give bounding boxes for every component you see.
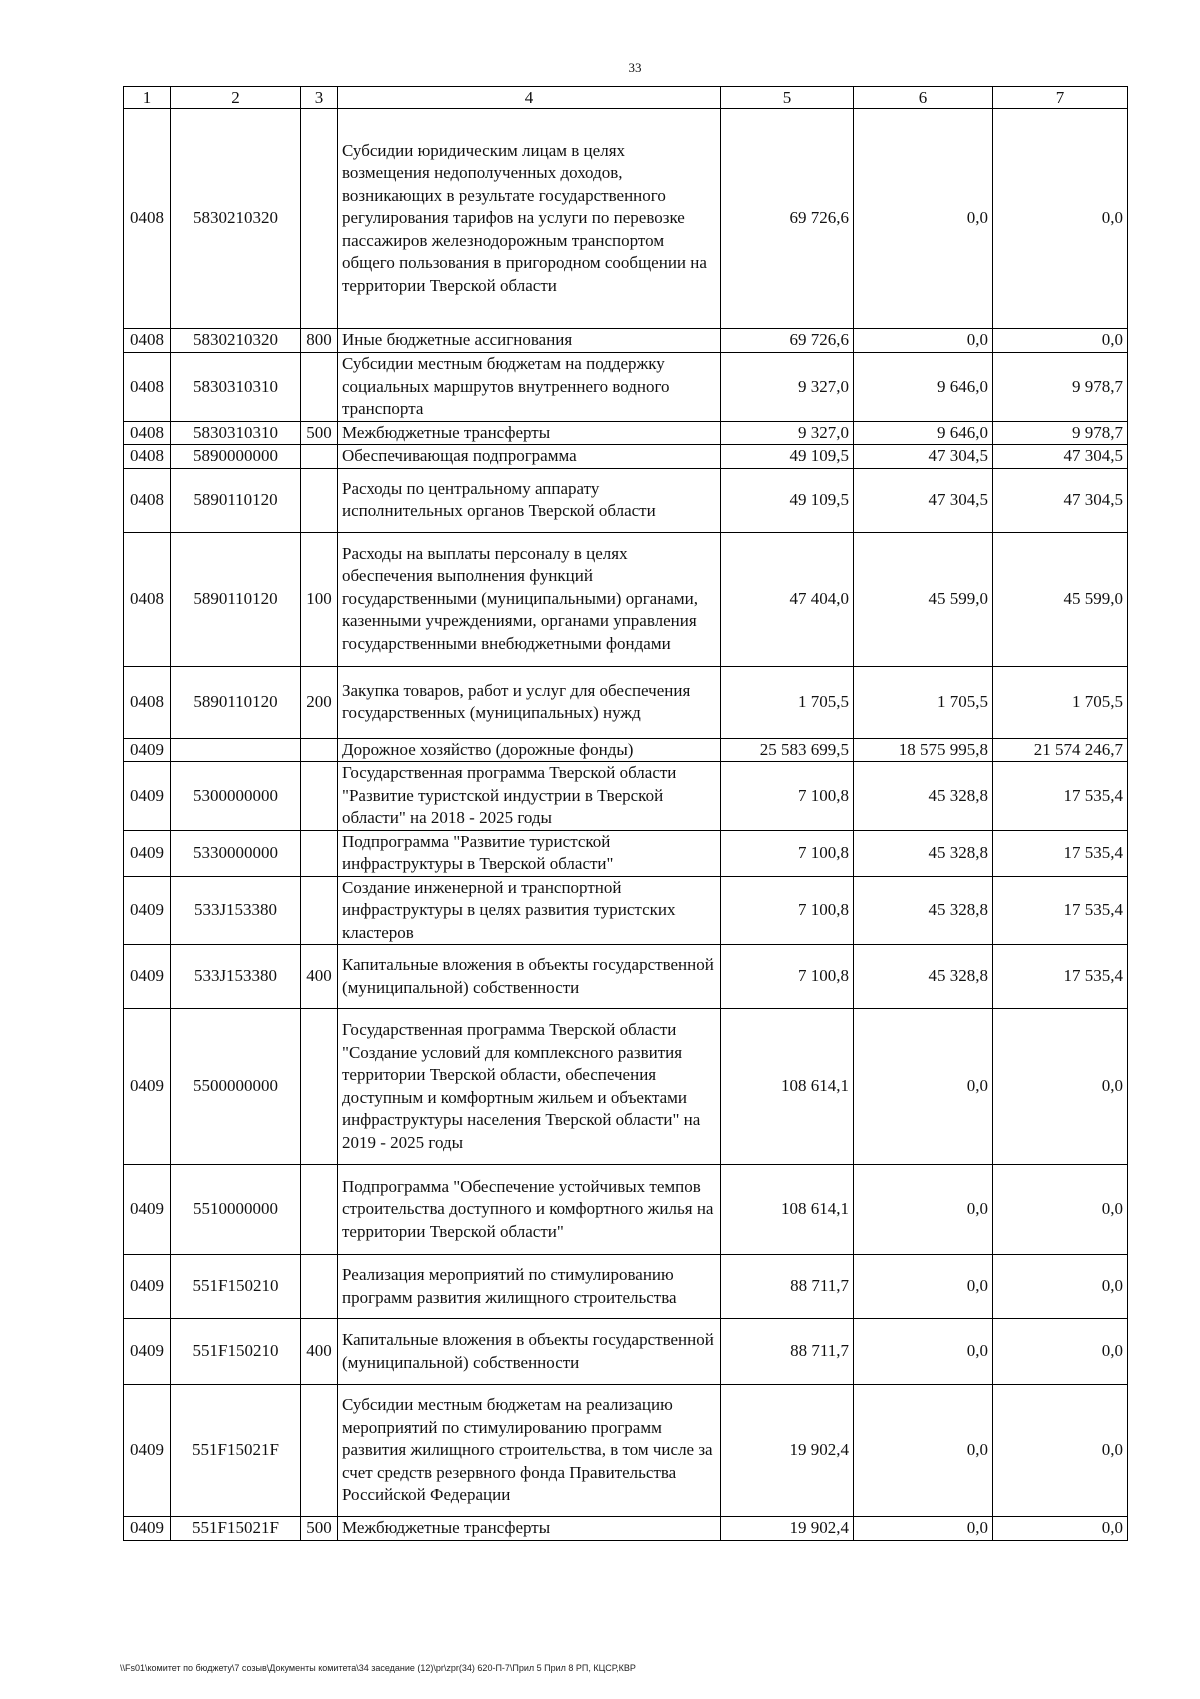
- item-name-cell: Подпрограмма "Развитие туристской инфраструктуры в Тверской области": [338, 830, 721, 876]
- amount-col6-cell: 9 646,0: [854, 421, 993, 445]
- amount-col6-cell: 45 328,8: [854, 876, 993, 945]
- column-header: 4: [338, 87, 721, 109]
- table-row: [124, 945, 1128, 1009]
- table-row: [124, 532, 1128, 666]
- amount-col7-cell: 17 535,4: [993, 762, 1128, 831]
- expense-type-cell: [301, 353, 338, 422]
- amount-col5-cell: 7 100,8: [721, 830, 854, 876]
- csr-code-cell: 5830310310: [171, 421, 301, 445]
- csr-code-cell: 5830310310: [171, 353, 301, 422]
- item-name-cell: Субсидии юридическим лицам в целях возмещения недополученных доходов, возникающих в результате государственного регулирования тарифов на услуги по перевозке пассажиров железнодорожным транспортом общего пользования в пригородном сообщении на территории Тверской области: [338, 109, 721, 329]
- table-row: [124, 666, 1128, 738]
- column-header: 5: [721, 87, 854, 109]
- amount-col7-cell: 0,0: [993, 109, 1128, 329]
- table-row: [124, 830, 1128, 876]
- table-row: [124, 1319, 1128, 1385]
- amount-col6-cell: 45 328,8: [854, 830, 993, 876]
- column-header: 1: [124, 87, 171, 109]
- amount-col7-cell: 47 304,5: [993, 445, 1128, 469]
- amount-col5-cell: 108 614,1: [721, 1009, 854, 1165]
- amount-col7-cell: 9 978,7: [993, 353, 1128, 422]
- item-name-cell: Расходы на выплаты персоналу в целях обеспечения выполнения функций государственными (муниципальными) органами, казенными учреждениями, органами управления государственными внебюджетными фондами: [338, 532, 721, 666]
- amount-col6-cell: 0,0: [854, 1517, 993, 1541]
- expense-type-cell: 500: [301, 1517, 338, 1541]
- amount-col6-cell: 0,0: [854, 109, 993, 329]
- amount-col5-cell: 7 100,8: [721, 876, 854, 945]
- section-code-cell: 0409: [124, 1255, 171, 1319]
- column-header: 7: [993, 87, 1128, 109]
- amount-col7-cell: 0,0: [993, 1165, 1128, 1255]
- expense-type-cell: [301, 1385, 338, 1517]
- column-header: 3: [301, 87, 338, 109]
- expense-type-cell: [301, 762, 338, 831]
- csr-code-cell: 5500000000: [171, 1009, 301, 1165]
- expense-type-cell: [301, 1255, 338, 1319]
- amount-col6-cell: 0,0: [854, 1009, 993, 1165]
- expense-type-cell: [301, 1009, 338, 1165]
- table-row: [124, 1009, 1128, 1165]
- csr-code-cell: 5890110120: [171, 468, 301, 532]
- amount-col5-cell: 1 705,5: [721, 666, 854, 738]
- section-code-cell: 0409: [124, 1009, 171, 1165]
- item-name-cell: Дорожное хозяйство (дорожные фонды): [338, 738, 721, 762]
- expense-type-cell: [301, 876, 338, 945]
- table-row: [124, 421, 1128, 445]
- amount-col6-cell: 9 646,0: [854, 353, 993, 422]
- expense-type-cell: 500: [301, 421, 338, 445]
- amount-col6-cell: 47 304,5: [854, 468, 993, 532]
- amount-col7-cell: 9 978,7: [993, 421, 1128, 445]
- item-name-cell: Государственная программа Тверской области "Развитие туристской индустрии в Тверской области" на 2018 - 2025 годы: [338, 762, 721, 831]
- amount-col5-cell: 25 583 699,5: [721, 738, 854, 762]
- section-code-cell: 0408: [124, 109, 171, 329]
- section-code-cell: 0408: [124, 666, 171, 738]
- table-row: [124, 445, 1128, 469]
- amount-col6-cell: 0,0: [854, 1165, 993, 1255]
- amount-col7-cell: 1 705,5: [993, 666, 1128, 738]
- section-code-cell: 0408: [124, 421, 171, 445]
- footer-file-path: \\Fs01\комитет по бюджету\7 созыв\Документы комитета\34 заседание (12)\pr\zpr(34) 620-П-7\Прил 5 Прил 8 РП, КЦСР,КВР: [120, 1663, 636, 1673]
- section-code-cell: 0409: [124, 1319, 171, 1385]
- table-row: [124, 876, 1128, 945]
- amount-col5-cell: 47 404,0: [721, 532, 854, 666]
- csr-code-cell: 551F150210: [171, 1319, 301, 1385]
- item-name-cell: Расходы по центральному аппарату исполнительных органов Тверской области: [338, 468, 721, 532]
- item-name-cell: Обеспечивающая подпрограмма: [338, 445, 721, 469]
- item-name-cell: Межбюджетные трансферты: [338, 1517, 721, 1541]
- column-header: 6: [854, 87, 993, 109]
- amount-col5-cell: 49 109,5: [721, 468, 854, 532]
- csr-code-cell: 5330000000: [171, 830, 301, 876]
- section-code-cell: 0409: [124, 1385, 171, 1517]
- amount-col6-cell: 1 705,5: [854, 666, 993, 738]
- expense-type-cell: [301, 109, 338, 329]
- expense-type-cell: [301, 830, 338, 876]
- expense-type-cell: [301, 738, 338, 762]
- amount-col7-cell: 0,0: [993, 1009, 1128, 1165]
- csr-code-cell: 551F150210: [171, 1255, 301, 1319]
- amount-col7-cell: 0,0: [993, 329, 1128, 353]
- expense-type-cell: 200: [301, 666, 338, 738]
- section-code-cell: 0409: [124, 1517, 171, 1541]
- amount-col7-cell: 45 599,0: [993, 532, 1128, 666]
- amount-col5-cell: 88 711,7: [721, 1319, 854, 1385]
- section-code-cell: 0408: [124, 329, 171, 353]
- amount-col5-cell: 69 726,6: [721, 109, 854, 329]
- section-code-cell: 0408: [124, 532, 171, 666]
- amount-col5-cell: 49 109,5: [721, 445, 854, 469]
- csr-code-cell: 5300000000: [171, 762, 301, 831]
- amount-col6-cell: 47 304,5: [854, 445, 993, 469]
- amount-col6-cell: 45 328,8: [854, 762, 993, 831]
- amount-col6-cell: 0,0: [854, 1385, 993, 1517]
- amount-col5-cell: 19 902,4: [721, 1517, 854, 1541]
- amount-col7-cell: 17 535,4: [993, 830, 1128, 876]
- item-name-cell: Государственная программа Тверской области "Создание условий для комплексного развития территории Тверской области, обеспечения доступным и комфортным жильем и объектами инфраструктуры населения Тверской области" на 2019 - 2025 годы: [338, 1009, 721, 1165]
- csr-code-cell: 533J153380: [171, 945, 301, 1009]
- csr-code-cell: 5510000000: [171, 1165, 301, 1255]
- amount-col6-cell: 0,0: [854, 1255, 993, 1319]
- item-name-cell: Субсидии местным бюджетам на реализацию мероприятий по стимулированию программ развития жилищного строительства, в том числе за счет средств резервного фонда Правительства Российской Федерации: [338, 1385, 721, 1517]
- item-name-cell: Капитальные вложения в объекты государственной (муниципальной) собственности: [338, 1319, 721, 1385]
- amount-col6-cell: 45 328,8: [854, 945, 993, 1009]
- csr-code-cell: 551F15021F: [171, 1385, 301, 1517]
- budget-table: [123, 86, 1128, 1541]
- table-row: [124, 109, 1128, 329]
- table-row: [124, 353, 1128, 422]
- table-row: [124, 738, 1128, 762]
- csr-code-cell: 5890000000: [171, 445, 301, 469]
- table-row: [124, 329, 1128, 353]
- table-row: [124, 762, 1128, 831]
- table-row: [124, 1165, 1128, 1255]
- csr-code-cell: 5830210320: [171, 109, 301, 329]
- amount-col6-cell: 45 599,0: [854, 532, 993, 666]
- section-code-cell: 0409: [124, 945, 171, 1009]
- csr-code-cell: 5830210320: [171, 329, 301, 353]
- csr-code-cell: 551F15021F: [171, 1517, 301, 1541]
- csr-code-cell: 5890110120: [171, 532, 301, 666]
- table-row: [124, 1385, 1128, 1517]
- section-code-cell: 0408: [124, 445, 171, 469]
- column-header: 2: [171, 87, 301, 109]
- amount-col7-cell: 17 535,4: [993, 876, 1128, 945]
- item-name-cell: Реализация мероприятий по стимулированию программ развития жилищного строительства: [338, 1255, 721, 1319]
- expense-type-cell: 100: [301, 532, 338, 666]
- amount-col7-cell: 17 535,4: [993, 945, 1128, 1009]
- amount-col7-cell: 47 304,5: [993, 468, 1128, 532]
- table-row: [124, 1517, 1128, 1541]
- amount-col5-cell: 69 726,6: [721, 329, 854, 353]
- amount-col6-cell: 0,0: [854, 329, 993, 353]
- item-name-cell: Подпрограмма "Обеспечение устойчивых темпов строительства доступного и комфортного жилья на территории Тверской области": [338, 1165, 721, 1255]
- expense-type-cell: [301, 1165, 338, 1255]
- item-name-cell: Межбюджетные трансферты: [338, 421, 721, 445]
- section-code-cell: 0408: [124, 468, 171, 532]
- table-header-row: [124, 87, 1128, 109]
- amount-col6-cell: 18 575 995,8: [854, 738, 993, 762]
- amount-col5-cell: 9 327,0: [721, 421, 854, 445]
- amount-col5-cell: 7 100,8: [721, 945, 854, 1009]
- item-name-cell: Закупка товаров, работ и услуг для обеспечения государственных (муниципальных) нужд: [338, 666, 721, 738]
- section-code-cell: 0408: [124, 353, 171, 422]
- csr-code-cell: 5890110120: [171, 666, 301, 738]
- section-code-cell: 0409: [124, 830, 171, 876]
- amount-col7-cell: 0,0: [993, 1385, 1128, 1517]
- amount-col5-cell: 9 327,0: [721, 353, 854, 422]
- amount-col7-cell: 0,0: [993, 1319, 1128, 1385]
- amount-col5-cell: 7 100,8: [721, 762, 854, 831]
- table-row: [124, 1255, 1128, 1319]
- item-name-cell: Капитальные вложения в объекты государственной (муниципальной) собственности: [338, 945, 721, 1009]
- item-name-cell: Субсидии местным бюджетам на поддержку социальных маршрутов внутреннего водного транспорта: [338, 353, 721, 422]
- expense-type-cell: [301, 468, 338, 532]
- expense-type-cell: [301, 445, 338, 469]
- page-number: 33: [628, 60, 642, 75]
- amount-col7-cell: 21 574 246,7: [993, 738, 1128, 762]
- expense-type-cell: 400: [301, 1319, 338, 1385]
- amount-col7-cell: 0,0: [993, 1255, 1128, 1319]
- item-name-cell: Иные бюджетные ассигнования: [338, 329, 721, 353]
- item-name-cell: Создание инженерной и транспортной инфраструктуры в целях развития туристских кластеров: [338, 876, 721, 945]
- section-code-cell: 0409: [124, 738, 171, 762]
- csr-code-cell: [171, 738, 301, 762]
- amount-col5-cell: 108 614,1: [721, 1165, 854, 1255]
- amount-col5-cell: 88 711,7: [721, 1255, 854, 1319]
- section-code-cell: 0409: [124, 1165, 171, 1255]
- csr-code-cell: 533J153380: [171, 876, 301, 945]
- expense-type-cell: 400: [301, 945, 338, 1009]
- section-code-cell: 0409: [124, 762, 171, 831]
- amount-col6-cell: 0,0: [854, 1319, 993, 1385]
- table-row: [124, 468, 1128, 532]
- expense-type-cell: 800: [301, 329, 338, 353]
- amount-col5-cell: 19 902,4: [721, 1385, 854, 1517]
- section-code-cell: 0409: [124, 876, 171, 945]
- amount-col7-cell: 0,0: [993, 1517, 1128, 1541]
